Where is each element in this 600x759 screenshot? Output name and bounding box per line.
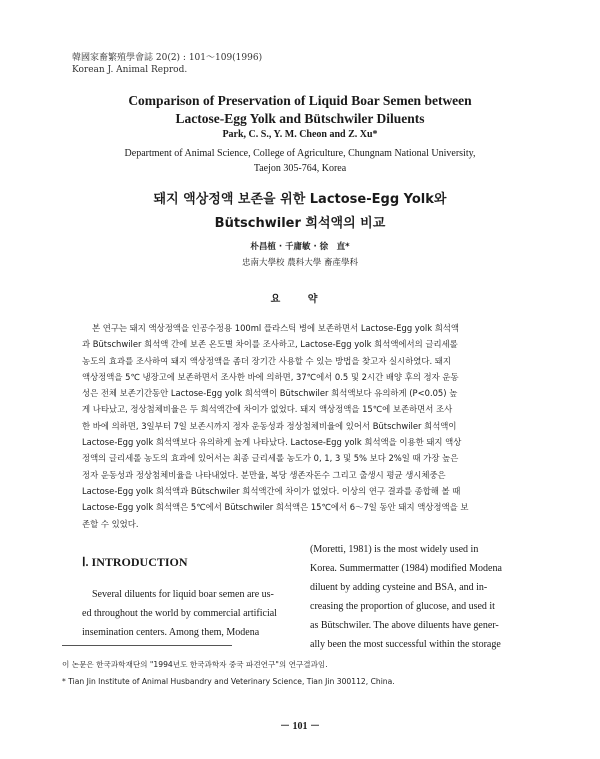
abstract-line: 본 연구는 돼지 액상정액을 인공수정용 100ml 플라스틱 병에 보존하면서 Lactose-Egg yolk 희석액	[92, 323, 459, 333]
abstract-heading: 요 약	[270, 294, 330, 305]
page-number: － 101 －	[280, 721, 320, 732]
body-column-left	[82, 585, 292, 642]
body-line: as Bütschwiler. The above diluents have gener-	[310, 620, 499, 631]
footnote-funding: 이 논문은 한국과학재단의 "1994년도 한국과학자 중국 파견연구"의 연구결과임.	[62, 660, 328, 669]
section-heading-introduction: Ⅰ. INTRODUCTION	[82, 555, 188, 569]
authors-korean: 朴昌植 · 千庸敏 · 徐 直*	[250, 242, 350, 252]
footnote-divider	[62, 645, 232, 646]
abstract-line: Lactose-Egg yolk 희석액과 Bütschwiler 희석액간에 차이가 없었다. 이상의 연구 결과를 종합해 볼 때	[82, 485, 461, 496]
abstract-line: 정액의 글리세롤 농도의 효과에 있어서는 최종 글리세롤 농도가 0, 1, 3 및 5% 보다 2%일 때 가장 높은	[82, 453, 459, 464]
journal-citation-korean: 韓國家畜繁殖學會誌 20(2) : 101～109(1996)	[72, 53, 263, 63]
abstract-line: 존할 수 있었다.	[82, 518, 139, 529]
abstract-line: 성은 전체 보존기간동안 Lactose-Egg yolk 희석액이 Bütschwiler 희석액보다 유의하게 (P<0.05) 높	[82, 388, 458, 399]
abstract-line: Lactose-Egg yolk 희석액보다 유의하게 높게 나타났다. Lactose-Egg yolk 희석액을 이용한 돼지 액상	[82, 437, 462, 448]
body-line: diluent by adding cysteine and BSA, and in-	[310, 582, 488, 593]
footnote-affiliation: * Tian Jin Institute of Animal Husbandry and Veterinary Science, Tian Jin 300112, China.	[62, 677, 395, 686]
body-line: ally been the most successful within the storage	[310, 639, 501, 650]
title-korean	[0, 188, 600, 236]
body-line: (Moretti, 1981) is the most widely used in	[310, 544, 479, 555]
abstract-line: 농도의 효과를 조사하여 돼지 액상정액을 좀더 장기간 사용할 수 있는 방법을 찾고자 실시하였다. 돼지	[82, 355, 451, 366]
abstract-line: 한 바에 의하면, 3일부터 7일 보존시까지 정자 운동성과 정상첨체비율에 있어서 Bütschwiler 희석액이	[82, 420, 457, 431]
affiliation-english-line-2: Taejon 305-764, Korea	[253, 163, 347, 174]
abstract-line: 과 Bütschwiler 희석액 간에 보존 온도별 차이를 조사하고, Lactose-Egg yolk 희석액에서의 글리세롤	[82, 339, 458, 350]
body-line: creasing the proportion of glucose, and used it	[310, 601, 495, 612]
title-english-line-1: Comparison of Preservation of Liquid Boar Semen between	[128, 93, 472, 108]
journal-citation	[72, 52, 262, 76]
journal-citation-english: Korean J. Animal Reprod.	[72, 65, 188, 75]
affiliation-english	[0, 146, 600, 176]
affiliation-english-line-1: Department of Animal Science, College of Agriculture, Chungnam National University,	[124, 148, 476, 159]
body-line: Korea. Summermatter (1984) modified Modena	[310, 563, 502, 574]
affiliation-korean: 忠南大學校 農科大學 畜產學科	[242, 258, 358, 268]
title-english-line-2: Lactose-Egg Yolk and Bütschwiler Diluents	[175, 111, 425, 126]
authors-english: Park, C. S., Y. M. Cheon and Z. Xu*	[222, 129, 378, 140]
title-korean-line-2: Bütschwiler 희석액의 비교	[214, 216, 386, 231]
body-line: insemination centers. Among them, Modena	[82, 627, 260, 638]
abstract-line: 액상정액을 5℃ 냉장고에 보존하면서 조사한 바에 의하면, 37℃에서 0.5 및 2시간 배양 후의 정자 운동	[82, 371, 459, 382]
abstract-line: Lactose-Egg yolk 희석액은 5℃에서 Bütschwiler 희석액은 15℃에서 6～7일 동안 돼지 액상정액을 보	[82, 502, 469, 513]
abstract-korean	[82, 320, 522, 532]
title-korean-line-1: 돼지 액상정액 보존을 위한 Lactose-Egg Yolk와	[153, 192, 447, 207]
body-line: Several diluents for liquid boar semen are us-	[92, 589, 274, 600]
abstract-line: 정자 운동성과 정상첨체비율을 나타내었다. 분만율, 복당 생존자돈수 그리고 출생시 평균 생시체중은	[82, 469, 446, 480]
abstract-line: 게 나타났고, 정상첨체비율은 두 희석액간에 차이가 없었다. 돼지 액상정액을 15℃에 보존하면서 조사	[82, 404, 453, 415]
body-column-right	[310, 540, 522, 654]
body-line: ed throughout the world by commercial artificial	[82, 608, 277, 619]
title-english	[0, 92, 600, 128]
